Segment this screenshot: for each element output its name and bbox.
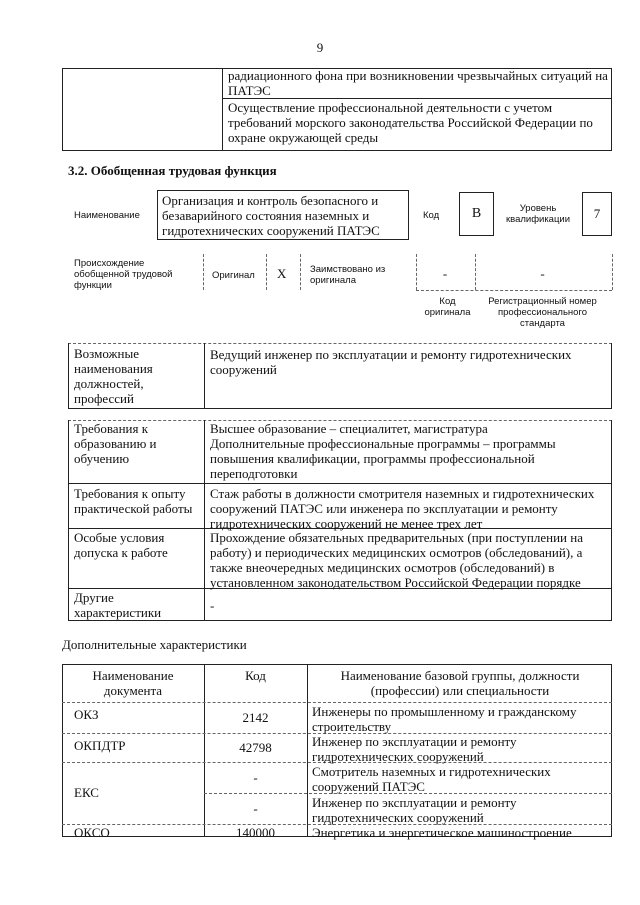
education-label: Требования к образованию и обучению	[74, 421, 157, 466]
row-code: 42798	[239, 740, 272, 755]
code-original-dash: -	[442, 266, 448, 281]
positions-value: Ведущий инженер по эксплуатации и ремонту гидротехнических сооружений	[210, 347, 572, 377]
original-mark: X	[277, 266, 287, 281]
row-doc: ЕКС	[74, 785, 99, 800]
other-value: -	[210, 598, 215, 613]
top-table-row1: радиационного фона при возникновении чрезвычайных ситуаций на ПАТЭС	[228, 68, 608, 98]
education-line-2: Дополнительные профессиональные программы – программы повышения квалификации, программы профессиональной переподготовки	[210, 436, 556, 481]
additional-title: Дополнительные характеристики	[62, 637, 247, 652]
row-doc: ОКЗ	[74, 707, 99, 722]
page-number: 9	[316, 40, 324, 55]
reg-number-caption: Регистрационный номер профессионального стандарта	[488, 296, 597, 329]
level-label: Уровень квалификации	[505, 203, 571, 225]
row-name: Энергетика и энергетическое машиностроение	[312, 825, 572, 840]
header-code: Код	[245, 668, 266, 683]
experience-label: Требования к опыту практической работы	[74, 486, 193, 516]
row-code: -	[253, 770, 258, 785]
borrowed-label: Заимствовано из оригинала	[310, 264, 386, 286]
education-line-1: Высшее образование – специалитет, магистратура	[210, 421, 488, 436]
row-name: Инженеры по промышленному и гражданскому строительству	[312, 704, 577, 734]
code-original-caption: Код оригинала	[424, 296, 471, 318]
row-code: 140000	[236, 825, 275, 840]
row-name: Инженер по эксплуатации и ремонту гидротехнических сооружений	[312, 734, 517, 764]
origin-label: Происхождение обобщенной трудовой функции	[74, 258, 173, 291]
row-name: Смотритель наземных и гидротехнических сооружений ПАТЭС	[312, 764, 551, 794]
function-name-label: Наименование	[74, 210, 140, 221]
section-title: 3.2. Обобщенная трудовая функция	[68, 163, 277, 178]
row-doc: ОКСО	[74, 825, 110, 840]
code-label: Код	[423, 210, 440, 221]
header-name: Наименование базовой группы, должности (профессии) или специальности	[340, 668, 580, 698]
other-label: Другие характеристики	[74, 590, 162, 620]
admission-value: Прохождение обязательных предварительных (при поступлении на работу) и периодических медицинских осмотров (обследований), а также внеочередных медицинских осмотров (обследований) в установленном законодательством Российской Федерации порядке	[210, 530, 583, 590]
level-value: 7	[593, 206, 601, 221]
admission-label: Особые условия допуска к работе	[74, 530, 168, 560]
top-table-row2: Осуществление профессиональной деятельности с учетом требований морского законодательства Российской Федерации по охране окружающей среды	[228, 100, 593, 145]
row-code: 2142	[242, 710, 269, 725]
reg-number-dash: -	[540, 266, 545, 281]
row-name: Инженер по эксплуатации и ремонту гидротехнических сооружений	[312, 795, 517, 825]
row-doc: ОКПДТР	[74, 738, 126, 753]
code-value: B	[471, 206, 482, 221]
row-code: -	[253, 801, 258, 816]
original-label: Оригинал	[212, 270, 255, 281]
header-doc: Наименование документа	[92, 668, 174, 698]
function-name-value: Организация и контроль безопасного и безаварийного состояния наземных и гидротехнических сооружений ПАТЭС	[162, 193, 380, 238]
positions-label: Возможные наименования должностей, профессий	[74, 346, 153, 406]
experience-value: Стаж работы в должности смотрителя наземных и гидротехнических сооружений ПАТЭС или инженера по эксплуатации и ремонту гидротехнических сооружений не менее трех лет	[210, 486, 595, 531]
